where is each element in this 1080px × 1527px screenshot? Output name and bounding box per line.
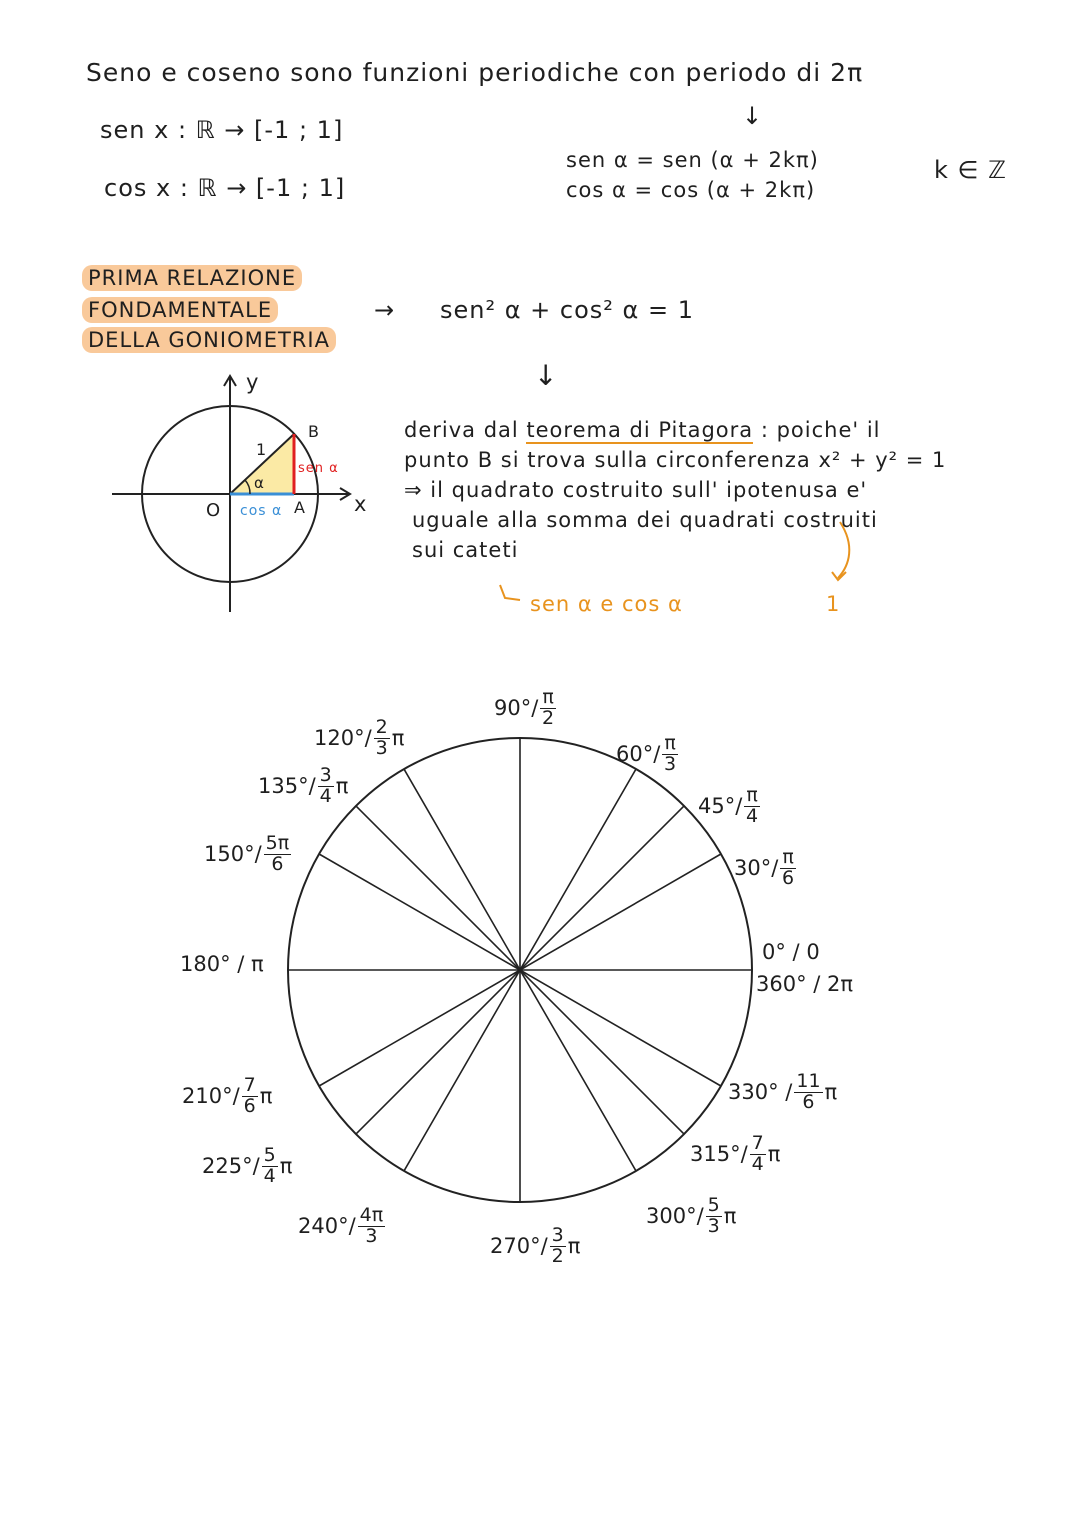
sin-period: sen α = sen (α + 2kπ) bbox=[566, 148, 819, 172]
angle-label-30: 30° / $\frac{\pi}{6}$ bbox=[734, 846, 795, 889]
cos-domain: cos x : ℝ → [-1 ; 1] bbox=[104, 174, 346, 202]
explanation-line-5: sui cateti bbox=[412, 538, 519, 562]
explanation-line-3: ⇒ il quadrato costruito sull' ipotenusa e' bbox=[404, 478, 868, 502]
period-down-arrow: ↓ bbox=[742, 102, 764, 130]
formula-down-arrow: ↓ bbox=[534, 359, 559, 392]
axis-x-label: x bbox=[354, 492, 368, 516]
angle-label-240: 240° / $\frac{4\pi}{3}$ bbox=[298, 1204, 384, 1247]
relation-arrow: → bbox=[374, 296, 396, 324]
note-arrow-right bbox=[838, 522, 849, 578]
sin-domain: sen x : ℝ → [-1 ; 1] bbox=[100, 116, 344, 144]
angle-label-150: 150° / $\frac{5\pi}{6}$ bbox=[204, 832, 290, 875]
point-a-label: A bbox=[294, 498, 306, 517]
angle-label-315: 315° / $\frac{7}{4}$ π bbox=[690, 1132, 781, 1175]
note-sin-cos: sen α e cos α bbox=[530, 592, 683, 616]
cos-label: cos α bbox=[240, 503, 283, 519]
angle-label-0: 0° / 0 bbox=[762, 940, 820, 964]
explanation-line-2: punto B si trova sulla circonferenza x² + y² = 1 bbox=[404, 448, 947, 472]
point-b-label: B bbox=[308, 422, 320, 441]
angle-label-270: 270° / $\frac{3}{2}$ π bbox=[490, 1224, 581, 1267]
angle-wheel bbox=[288, 738, 752, 1202]
angle-label-225: 225° / $\frac{5}{4}$ π bbox=[202, 1144, 293, 1187]
unit-circle-diagram bbox=[112, 376, 350, 612]
radius-label: 1 bbox=[256, 440, 268, 459]
relation-title-line-2: FONDAMENTALE bbox=[82, 300, 278, 321]
note-arrow-left bbox=[500, 585, 520, 600]
angle-label-135: 135° / $\frac{3}{4}$ π bbox=[258, 764, 349, 807]
sin-label: sen α bbox=[298, 461, 339, 476]
angle-label-45: 45° / $\frac{\pi}{4}$ bbox=[698, 784, 759, 827]
origin-label: O bbox=[206, 500, 222, 521]
angle-label-210: 210° / $\frac{7}{6}$ π bbox=[182, 1074, 273, 1117]
angle-label-300: 300° / $\frac{5}{3}$ π bbox=[646, 1194, 737, 1237]
angle-label-120: 120° / $\frac{2}{3}$ π bbox=[314, 716, 405, 759]
intro-text: Seno e coseno sono funzioni periodiche con periodo di 2π bbox=[86, 58, 864, 87]
axis-y-label: y bbox=[246, 370, 260, 394]
fundamental-formula: sen² α + cos² α = 1 bbox=[440, 296, 695, 324]
note-one: 1 bbox=[826, 592, 841, 616]
angle-label-360: 360° / 2π bbox=[756, 972, 854, 996]
angle-label: α bbox=[254, 474, 265, 492]
cos-period: cos α = cos (α + 2kπ) bbox=[566, 178, 816, 202]
explanation-line-4: uguale alla somma dei quadrati costruiti bbox=[412, 508, 878, 532]
angle-label-60: 60° / $\frac{\pi}{3}$ bbox=[616, 732, 677, 775]
relation-title-line-3: DELLA GONIOMETRIA bbox=[82, 330, 336, 351]
angle-label-90: 90° / $\frac{\pi}{2}$ bbox=[494, 686, 555, 729]
relation-title-line-1: PRIMA RELAZIONE bbox=[82, 268, 302, 289]
angle-label-330: 330° / $\frac{11}{6}$ π bbox=[728, 1070, 838, 1113]
explanation-line-1: deriva dal teorema di Pitagora : poiche' il bbox=[404, 418, 881, 442]
angle-label-180: 180° / π bbox=[180, 952, 264, 976]
k-in-z: k ∈ ℤ bbox=[934, 156, 1007, 184]
